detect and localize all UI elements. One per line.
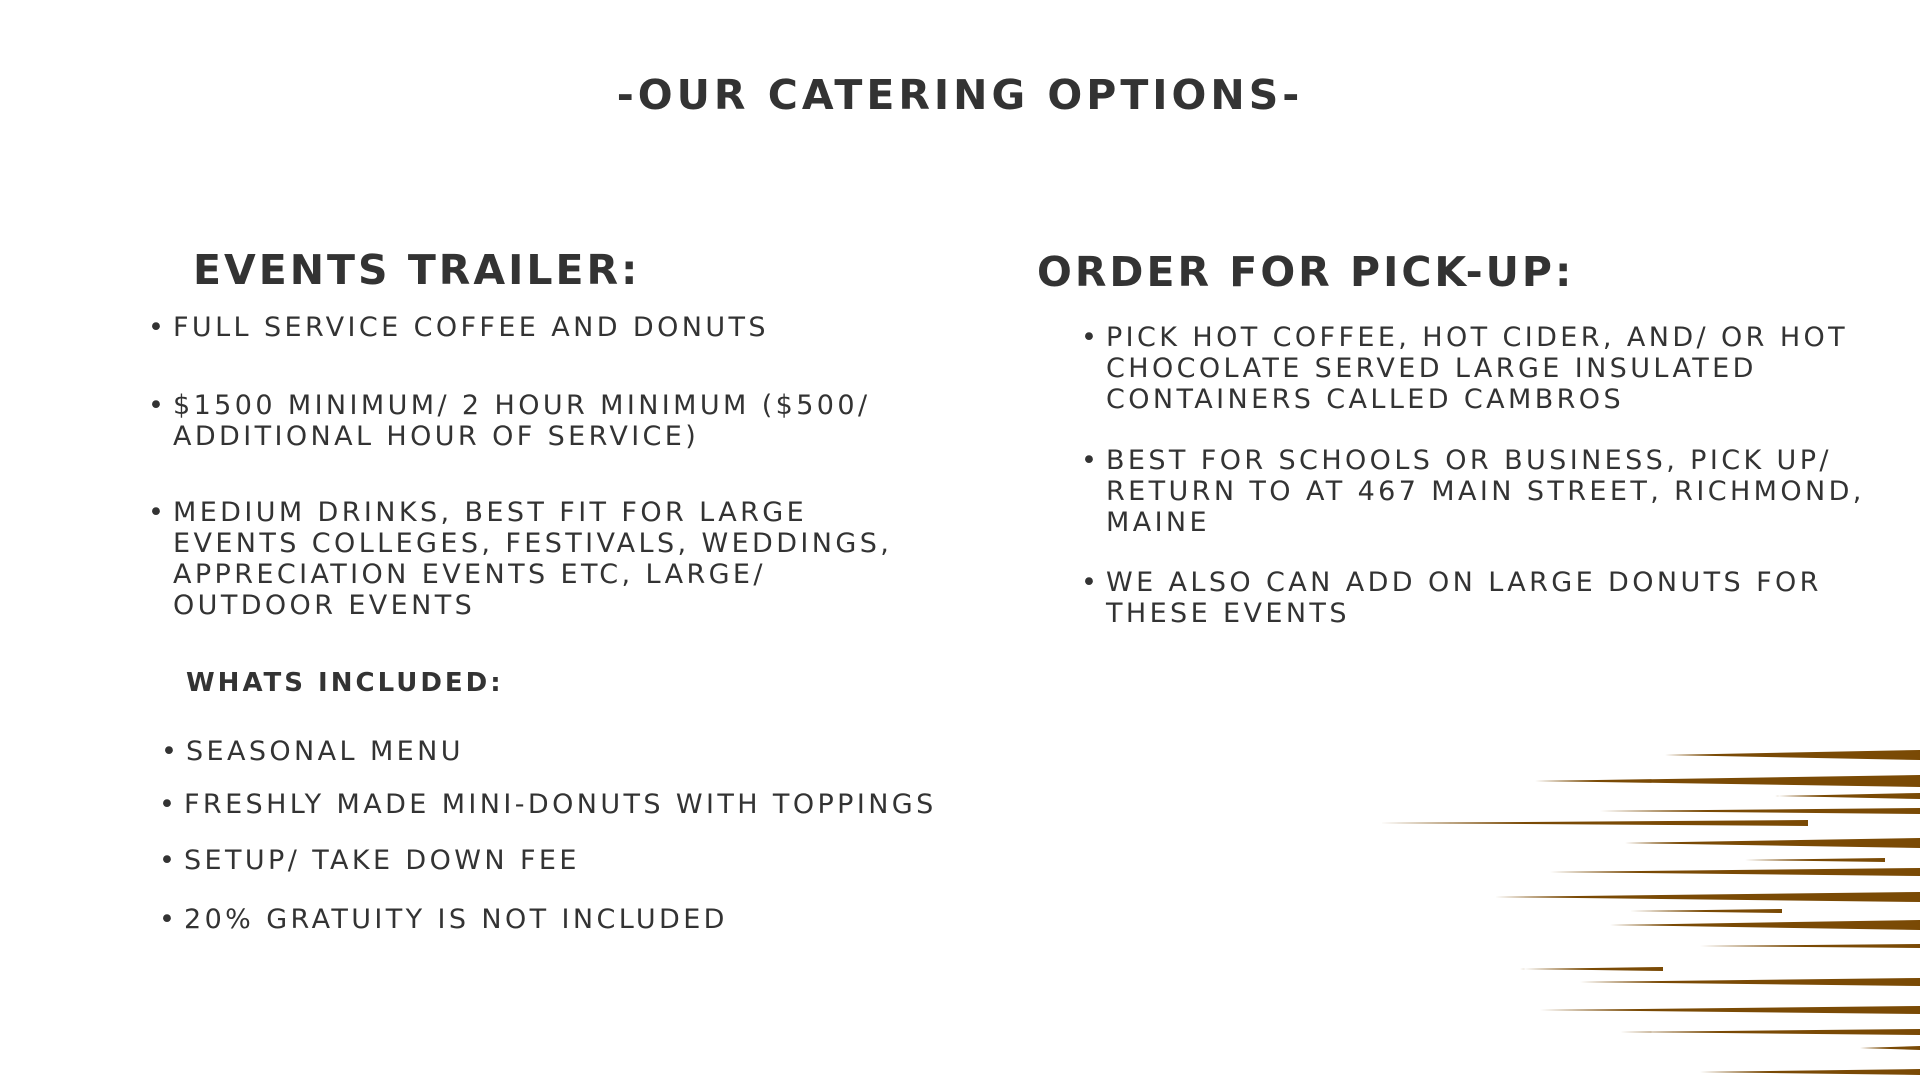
- bullet-text: SETUP/ TAKE DOWN FEE: [184, 845, 580, 876]
- bullet-dot: •: [159, 789, 179, 820]
- bullet-dot: •: [161, 736, 181, 767]
- bullet-text: PICK HOT COFFEE, HOT CIDER, AND/ OR HOT CHOCOLATE SERVED LARGE INSULATED CONTAINERS CALLED CAMBROS: [1106, 322, 1849, 415]
- whats-included-heading: WHATS INCLUDED:: [186, 668, 504, 698]
- bullet-dot: •: [148, 390, 168, 421]
- events-trailer-heading: EVENTS TRAILER:: [193, 246, 641, 294]
- bullet-dot: •: [1081, 445, 1101, 476]
- bullet-dot: •: [148, 312, 168, 343]
- bullet-text: MEDIUM DRINKS, BEST FIT FOR LARGE EVENTS COLLEGES, FESTIVALS, WEDDINGS, APPRECIATION EVENTS ETC, LARGE/ OUTDOOR EVENTS: [173, 497, 893, 621]
- bullet-text: SEASONAL MENU: [186, 736, 464, 767]
- bullet-dot: •: [1081, 322, 1101, 353]
- bullet-text: 20% GRATUITY IS NOT INCLUDED: [184, 904, 728, 935]
- pickup-heading: ORDER FOR PICK-UP:: [1037, 248, 1575, 296]
- bullet-dot: •: [1081, 567, 1101, 598]
- bullet-dot: •: [148, 497, 168, 528]
- bullet-dot: •: [159, 904, 179, 935]
- bullet-dot: •: [159, 845, 179, 876]
- bullet-text: FULL SERVICE COFFEE AND DONUTS: [173, 312, 769, 343]
- bullet-text: $1500 MINIMUM/ 2 HOUR MINIMUM ($500/ ADDITIONAL HOUR OF SERVICE): [173, 390, 871, 452]
- page-title: -OUR CATERING OPTIONS-: [616, 71, 1304, 120]
- bullet-text: FRESHLY MADE MINI-DONUTS WITH TOPPINGS: [184, 789, 937, 820]
- bullet-text: BEST FOR SCHOOLS OR BUSINESS, PICK UP/ RETURN TO AT 467 MAIN STREET, RICHMOND, MAINE: [1106, 445, 1865, 538]
- bullet-text: WE ALSO CAN ADD ON LARGE DONUTS FOR THESE EVENTS: [1106, 567, 1822, 629]
